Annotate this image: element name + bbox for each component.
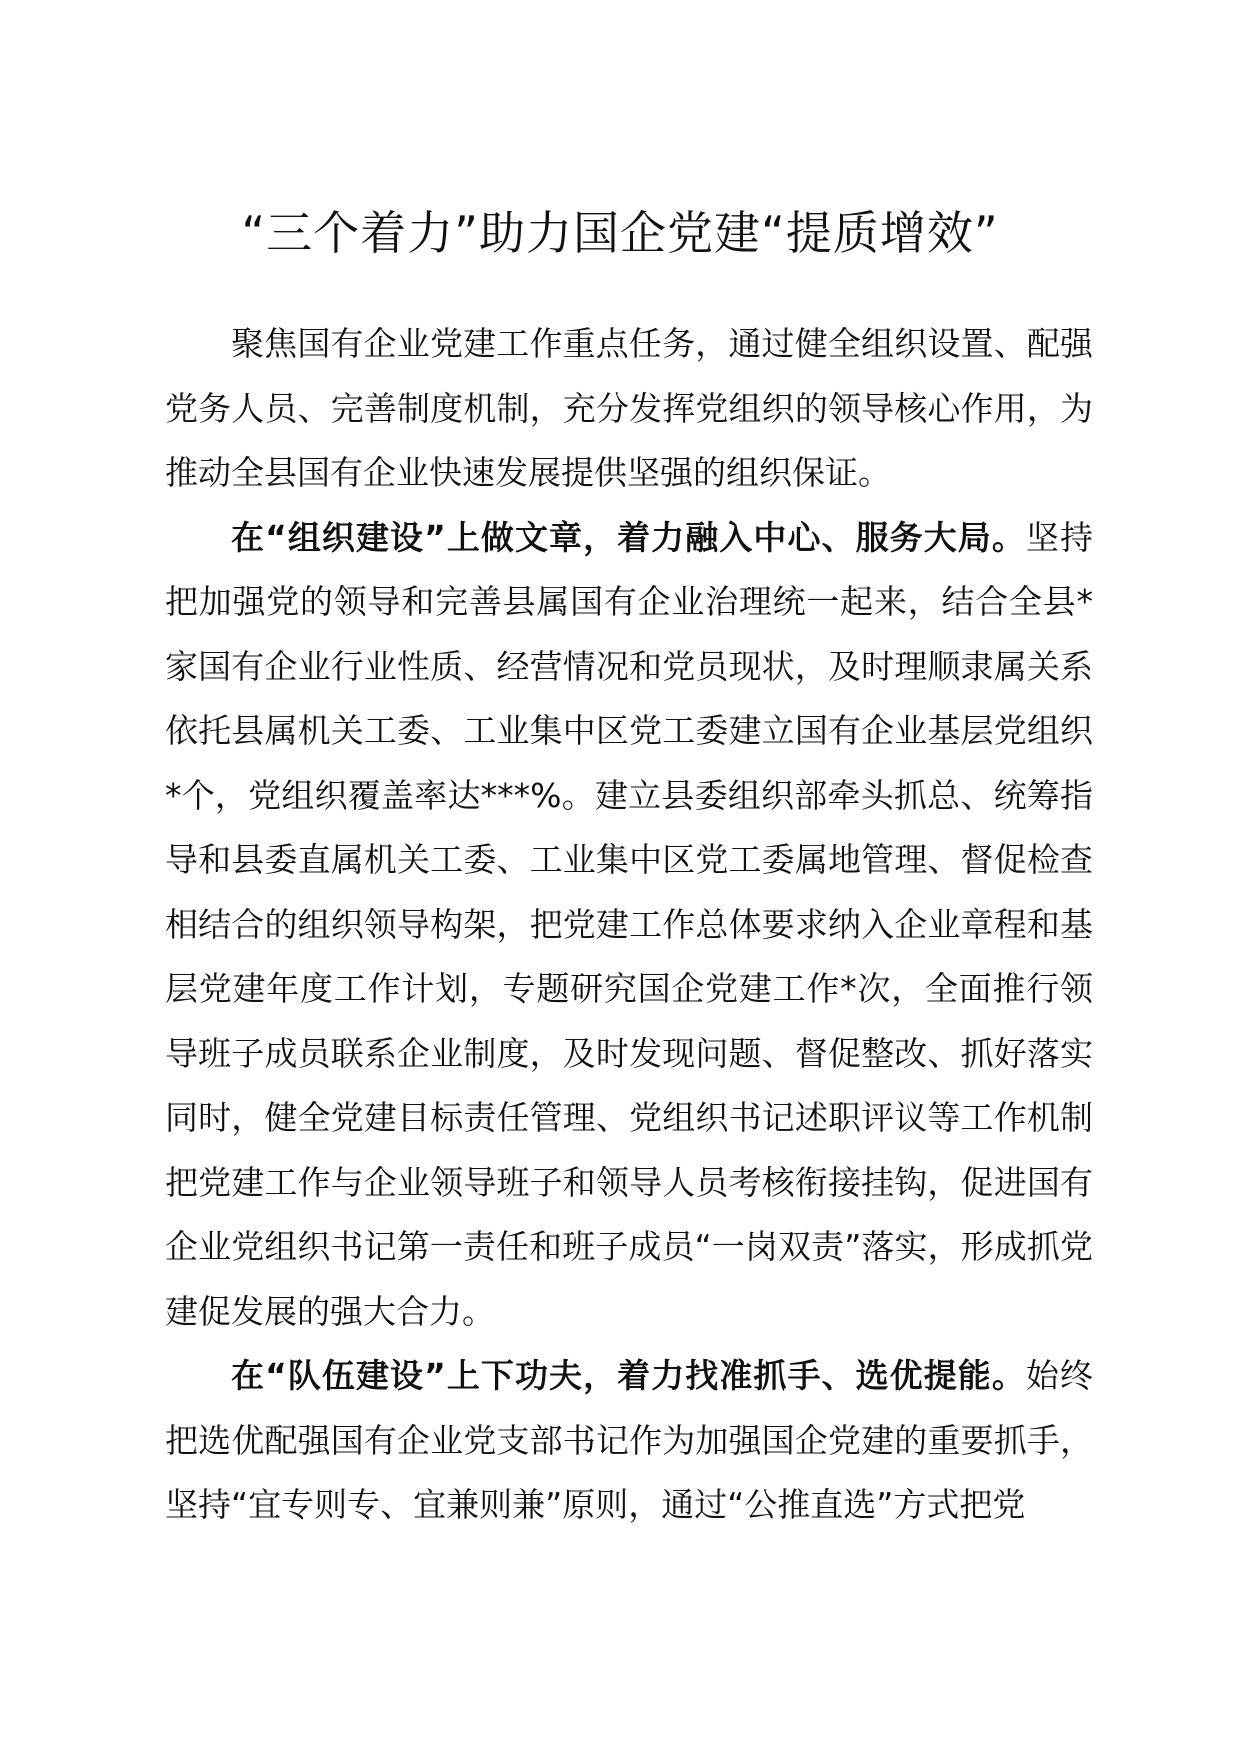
document-title: “三个着力”助力国企党建“提质增效” [241,206,999,260]
paragraph-text: 坚持把加强党的领导和完善县属国有企业治理统一起来，结合全县*家国有企业行业性质、经营情况和党员现状，及时理顺隶属关系依托县属机关工委、工业集中区党工委建立国有企业基层党组织*个，党组织覆盖率达***%。建立县委组织部牵头抓总、统筹指导和县委直属机关工委、工业集中区党工委属地管理、督促检查相结合的组织领导构架，把党建工作总体要求纳入企业章程和基层党建年度工作计划，专题研究国企党建工作*次，全面推行领导班子成员联系企业制度，及时发现问题、督促整改、抓好落实同时，健全党建目标责任管理、党组织书记述职评议等工作机制把党建工作与企业领导班子和领导人员考核衔接挂钩，促进国有企业党组织书记第一责任和班子成员“一岗双责”落实，形成抓党建促发展的强大合力。 [165,517,1093,1331]
paragraph-organization-building [165,506,1093,1345]
document-body [165,312,1093,1538]
paragraph-text: 始终把选优配强国有企业党支部书记作为加强国企党建的重要抓手，坚持“宜专则专、宜兼则兼”原则，通过“公推直选”方式把党 [165,1356,1093,1524]
paragraph-team-building [165,1344,1093,1538]
paragraph-intro [165,312,1093,506]
paragraph-heading: 在“组织建设”上做文章，着力融入中心、服务大局。 [231,517,1026,557]
paragraph-text: 聚焦国有企业党建工作重点任务，通过健全组织设置、配强党务人员、完善制度机制，充分发挥党组织的领导核心作用，为推动全县国有企业快速发展提供坚强的组织保证。 [165,324,1093,492]
paragraph-heading: 在“队伍建设”上下功夫，着力找准抓手、选优提能。 [231,1356,1026,1395]
